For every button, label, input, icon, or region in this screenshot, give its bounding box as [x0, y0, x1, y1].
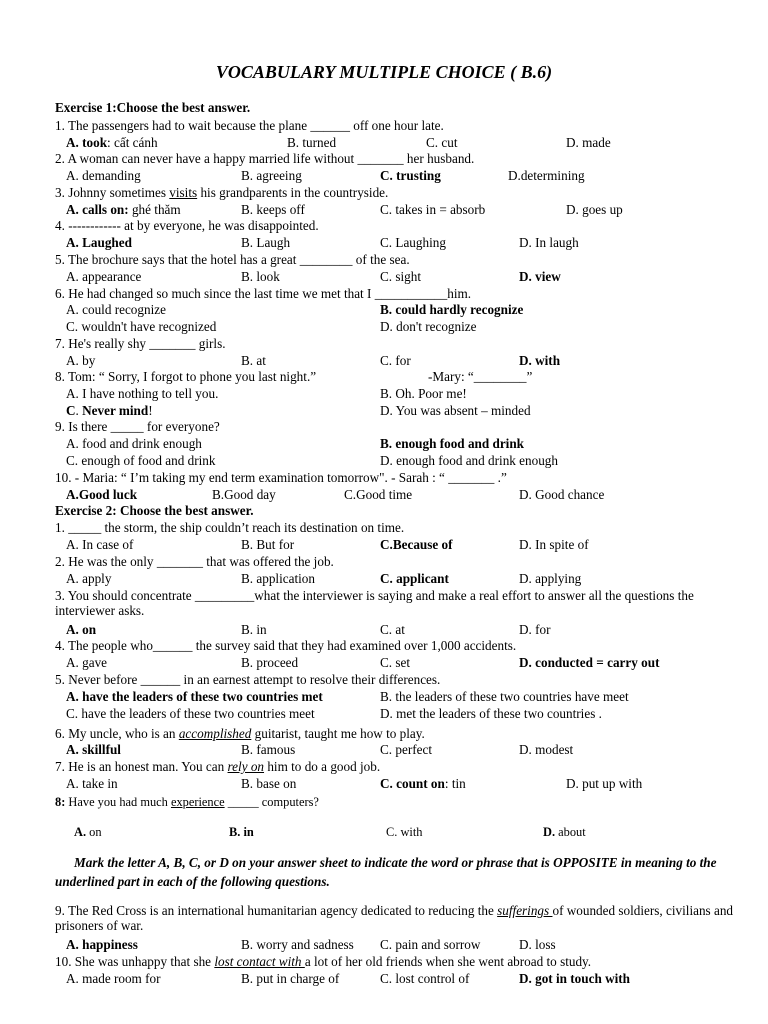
ex1-q9-options-row2 [0, 453, 768, 468]
option-b: B.Good day [212, 487, 276, 502]
option-b: B. Oh. Poor me! [380, 386, 467, 401]
option-a: A. I have nothing to tell you. [66, 386, 219, 401]
option-c: C. applicant [380, 571, 449, 586]
option-c: C. lost control of [380, 971, 470, 986]
option-a: A. on [74, 825, 102, 839]
ex2-q4-options [0, 655, 768, 670]
ex1-q1-stem: 1. The passengers had to wait because the plane ______ off one hour late. [55, 118, 444, 133]
option-c: C. set [380, 655, 411, 670]
ex1-q6-options-row2 [0, 319, 768, 334]
option-a: A. made room for [66, 971, 161, 986]
option-d: D. made [566, 135, 611, 150]
option-b: B. in [241, 622, 267, 637]
option-b: B. the leaders of these two countries have meet [380, 689, 629, 704]
opp-q9-options [0, 937, 768, 952]
option-a: A. happiness [66, 937, 138, 952]
option-a: A. could recognize [66, 302, 166, 317]
option-b: B. enough food and drink [380, 436, 525, 451]
option-b: B. Laugh [241, 235, 291, 250]
option-d: D. with [519, 353, 561, 368]
option-b: B. at [241, 353, 266, 368]
option-b: B. agreeing [241, 168, 302, 183]
ex2-q5-options-row2 [0, 706, 768, 721]
exercise-2-heading: Exercise 2: Choose the best answer. [55, 503, 254, 518]
option-d: D. enough food and drink enough [380, 453, 558, 468]
ex2-q2-options [0, 571, 768, 586]
option-a: A.Good luck [66, 487, 138, 502]
option-d: D. goes up [566, 202, 623, 217]
option-c: C. enough of food and drink [66, 453, 216, 468]
option-d: D. about [543, 825, 586, 839]
option-b: B. famous [241, 742, 296, 757]
option-a: A. In case of [66, 537, 134, 552]
ex1-q5-stem: 5. The brochure says that the hotel has a great ________ of the sea. [55, 252, 410, 267]
option-c: C. takes in = absorb [380, 202, 486, 217]
option-c: C. pain and sorrow [380, 937, 481, 952]
option-a: A. demanding [66, 168, 141, 183]
option-c: C. trusting [380, 168, 441, 183]
option-d: D. view [519, 269, 561, 284]
option-d: D. got in touch with [519, 971, 631, 986]
ex1-q10-stem: 10. - Maria: “ I’m taking my end term examination tomorrow". - Sarah : “ _______ .” [55, 470, 507, 485]
option-a: A. take in [66, 776, 118, 791]
ex2-q6-stem: 6. My uncle, who is an accomplished guitarist, taught me how to play. [55, 726, 425, 741]
ex2-q5-options-row1 [0, 689, 768, 704]
option-c: C. count on: tin [380, 776, 466, 791]
ex1-q8-stem-reply: -Mary: “________” [428, 369, 533, 384]
ex1-q8-options-row2 [0, 403, 768, 418]
option-a: A. have the leaders of these two countries met [66, 689, 323, 704]
ex2-q5-stem: 5. Never before ______ in an earnest attempt to resolve their differences. [55, 672, 441, 687]
option-d: D. don't recognize [380, 319, 477, 334]
option-c: C.Because of [380, 537, 453, 552]
option-a: A. skillful [66, 742, 121, 757]
option-d: D. loss [519, 937, 556, 952]
option-d: D. put up with [566, 776, 643, 791]
option-b: B. application [241, 571, 315, 586]
ex1-q4-stem: 4. ------------ at by everyone, he was disappointed. [55, 218, 319, 233]
ex1-q5-options [0, 269, 768, 284]
ex1-q9-stem: 9. Is there _____ for everyone? [55, 419, 220, 434]
option-b: B. But for [241, 537, 295, 552]
option-c: C. for [380, 353, 411, 368]
option-a: A. Laughed [66, 235, 132, 250]
option-d: D. In spite of [519, 537, 589, 552]
ex1-q1-options [0, 135, 768, 150]
option-c: C. have the leaders of these two countries meet [66, 706, 315, 721]
ex1-q7-stem: 7. He's really shy _______ girls. [55, 336, 226, 351]
option-c: C. Never mind! [66, 403, 153, 418]
ex1-q3-options [0, 202, 768, 217]
option-c: C. Laughing [380, 235, 446, 250]
option-c: C. perfect [380, 742, 432, 757]
option-a: A. gave [66, 655, 108, 670]
ex1-q8-stem: 8. Tom: “ Sorry, I forgot to phone you last night.” [55, 369, 317, 384]
ex1-q3-stem: 3. Johnny sometimes visits his grandparents in the countryside. [55, 185, 389, 200]
option-d: D. for [519, 622, 551, 637]
option-d: D. You was absent – minded [380, 403, 531, 418]
option-b: B. turned [287, 135, 337, 150]
ex1-q7-options [0, 353, 768, 368]
option-a: A. by [66, 353, 96, 368]
option-d: D. modest [519, 742, 574, 757]
ex1-q8-options-row1 [0, 386, 768, 401]
ex1-q2-stem: 2. A woman can never have a happy married life without _______ her husband. [55, 151, 475, 166]
option-c: C. sight [380, 269, 422, 284]
ex1-q4-options [0, 235, 768, 250]
page-title: VOCABULARY MULTIPLE CHOICE ( B.6) [215, 62, 553, 82]
ex2-q8-stem: 8: Have you had much experience _____ computers? [55, 795, 319, 809]
option-b: B. in [229, 825, 254, 839]
opposite-instruction: Mark the letter A, B, C, or D on your answer sheet to indicate the word or phrase that is OPPOSITE in meaning to the underlined part in each of the following questions. [55, 855, 717, 889]
ex1-q10-options [0, 487, 768, 502]
ex1-q2-options [0, 168, 768, 183]
option-b: B. look [241, 269, 280, 284]
option-b: B. keeps off [241, 202, 305, 217]
ex1-q9-options-row1 [0, 436, 768, 451]
opp-q10-stem: 10. She was unhappy that she lost contact with a lot of her old friends when she went abroad to study. [55, 954, 592, 969]
option-a: A. apply [66, 571, 112, 586]
option-b: B. could hardly recognize [380, 302, 524, 317]
option-b: B. put in charge of [241, 971, 340, 986]
opp-q10-options [0, 971, 768, 986]
exercise-1-heading: Exercise 1:Choose the best answer. [55, 100, 251, 115]
option-a: A. food and drink enough [66, 436, 202, 451]
option-b: B. base on [241, 776, 297, 791]
ex2-q6-options [0, 742, 768, 757]
ex1-q6-stem: 6. He had changed so much since the last time we met that I ___________him. [55, 286, 472, 301]
ex2-q1-options [0, 537, 768, 552]
ex2-q8-options [0, 825, 768, 840]
ex2-q7-stem: 7. He is an honest man. You can rely on him to do a good job. [55, 759, 381, 774]
option-c: C. cut [426, 135, 458, 150]
opp-q9-stem: 9. The Red Cross is an international humanitarian agency dedicated to reducing the sufferings of wounded soldiers, civilians and prisoners of war. [55, 903, 734, 933]
option-d: D. applying [519, 571, 582, 586]
option-a: A. calls on: ghé thăm [66, 202, 181, 217]
option-d: D.determining [508, 168, 585, 183]
ex2-q7-options [0, 776, 768, 791]
option-c: C. wouldn't have recognized [66, 319, 217, 334]
ex1-q6-options-row1 [0, 302, 768, 317]
option-a: A. on [66, 622, 97, 637]
ex2-q3-stem: 3. You should concentrate _________what the interviewer is saying and make a real effort to answer all the questions the interviewer asks. [55, 588, 694, 618]
ex2-q4-stem: 4. The people who______ the survey said that they had examined over 1,000 accidents. [55, 638, 517, 653]
option-d: D. Good chance [519, 487, 605, 502]
option-b: B. proceed [241, 655, 299, 670]
option-c: C. with [386, 825, 423, 839]
option-b: B. worry and sadness [241, 937, 354, 952]
option-a: A. took: cất cánh [66, 135, 158, 150]
ex2-q1-stem: 1. _____ the storm, the ship couldn’t reach its destination on time. [55, 520, 405, 535]
option-d: D. In laugh [519, 235, 579, 250]
option-c: C.Good time [344, 487, 413, 502]
option-d: D. met the leaders of these two countries . [380, 706, 602, 721]
option-a: A. appearance [66, 269, 142, 284]
option-d: D. conducted = carry out [519, 655, 660, 670]
ex2-q2-stem: 2. He was the only _______ that was offered the job. [55, 554, 334, 569]
ex2-q3-options [0, 622, 768, 637]
option-c: C. at [380, 622, 405, 637]
